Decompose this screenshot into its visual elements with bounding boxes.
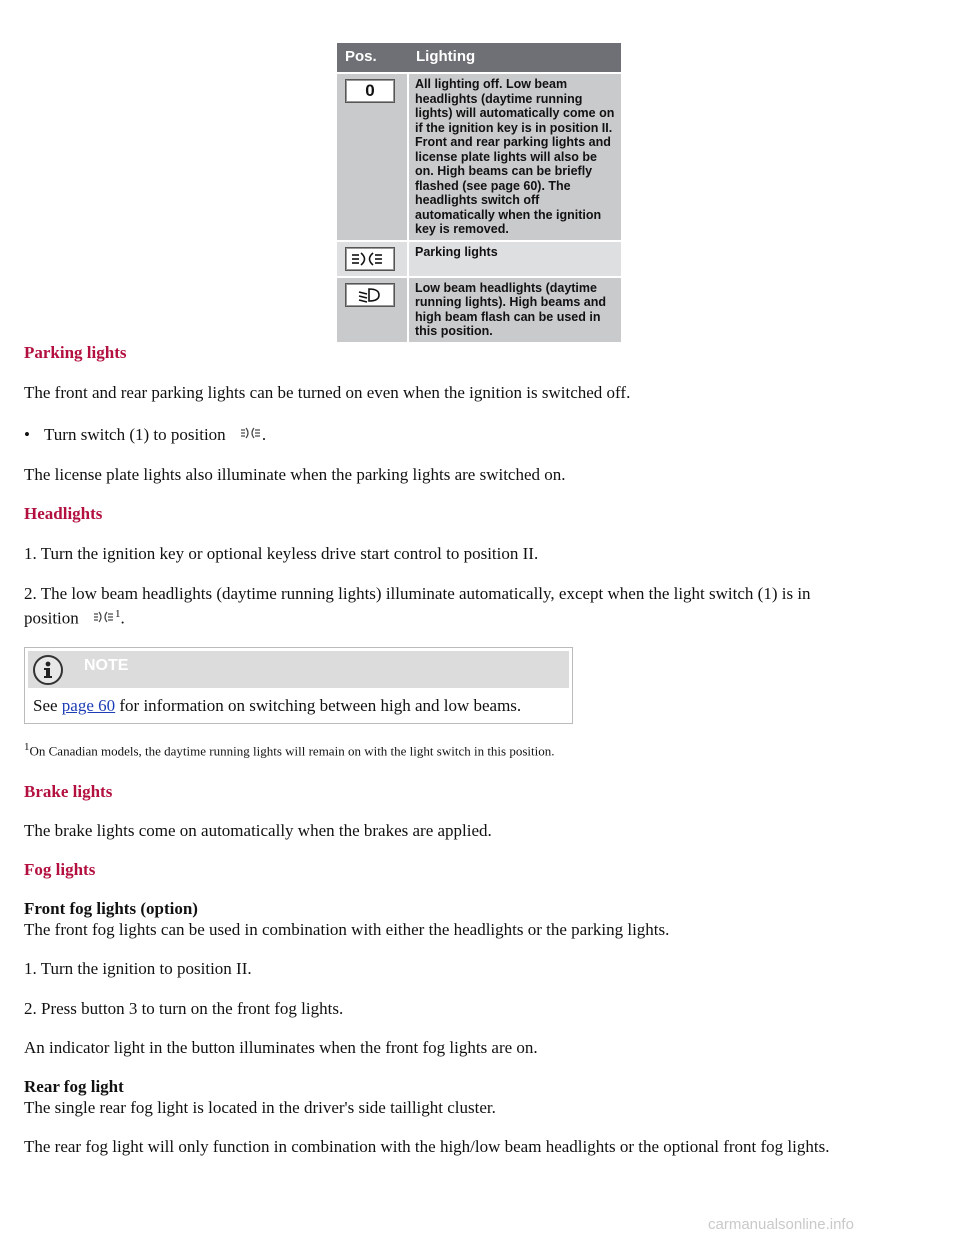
header-pos: Pos. xyxy=(337,43,408,73)
bullet-text: Turn switch (1) to position xyxy=(44,425,226,444)
note-header xyxy=(28,651,569,688)
heading-fog-lights: Fog lights xyxy=(24,860,96,879)
headlights-step-1: 1. Turn the ignition key or optional keyless drive start control to position II. xyxy=(24,544,539,563)
note-title: NOTE xyxy=(84,657,129,674)
rear-fog-title: Rear fog light xyxy=(24,1077,124,1096)
rear-fog-paragraph-1: The single rear fog light is located in the driver's side taillight cluster. xyxy=(24,1098,496,1117)
table-header-row xyxy=(337,43,621,73)
row-parking-text: Parking lights xyxy=(408,241,621,277)
footnote-ref: 1 xyxy=(115,608,121,620)
footnote-number: 1 xyxy=(24,741,30,753)
fog-indicator-paragraph: An indicator light in the button illuminates when the front fog lights are on. xyxy=(24,1038,538,1057)
table-row xyxy=(337,241,621,277)
heading-headlights: Headlights xyxy=(24,504,103,523)
fog-step-2: 2. Press button 3 to turn on the front fog lights. xyxy=(24,999,344,1018)
position-zero-box xyxy=(345,79,395,103)
lighting-table xyxy=(337,43,621,342)
headlights-step-2-cont: position $^1$. xyxy=(24,608,125,628)
footnote xyxy=(24,741,555,759)
fog-step-1: 1. Turn the ignition to position II. xyxy=(24,959,252,978)
page-60-link[interactable]: page 60 xyxy=(61,696,116,715)
parking-lights-icon xyxy=(345,247,395,271)
table-row xyxy=(337,73,621,241)
license-plate-paragraph: The license plate lights also illuminate when the parking lights are switched on. xyxy=(24,465,566,484)
front-fog-paragraph: The front fog lights can be used in combination with either the headlights or the parking lights. xyxy=(24,920,670,939)
footnote-text: On Canadian models, the daytime running lights will remain on with the light switch in this position. xyxy=(29,743,555,759)
rear-fog-paragraph-2: The rear fog light will only function in combination with the high/low beam headlights or the optional front fog lights. xyxy=(24,1137,830,1156)
parking-lights-icon xyxy=(240,426,262,440)
parking-paragraph: The front and rear parking lights can be turned on even when the ignition is switched off. xyxy=(24,383,631,402)
position-zero-label: 0 xyxy=(365,80,375,100)
header-lighting: Lighting xyxy=(408,43,621,73)
heading-brake-lights: Brake lights xyxy=(24,782,113,801)
low-beam-icon xyxy=(345,283,395,307)
info-icon xyxy=(33,655,63,685)
row-lowbeam-text: Low beam headlights (daytime running lights). High beams and high beam flash can be used in this position. xyxy=(408,277,621,342)
brake-paragraph: The brake lights come on automatically when the brakes are applied. xyxy=(24,821,492,840)
front-fog-title: Front fog lights (option) xyxy=(24,899,198,918)
parking-lights-icon xyxy=(93,610,115,624)
heading-parking-lights: Parking lights xyxy=(24,343,127,362)
table-row xyxy=(337,277,621,342)
watermark: carmanualsonline.info xyxy=(708,1216,854,1233)
headlights-step-2: 2. The low beam headlights (daytime running lights) illuminate automatically, except when the light switch (1) is in xyxy=(24,584,811,603)
note-box xyxy=(24,647,573,724)
row-off-text: All lighting off. Low beam headlights (daytime running lights) will automatically come on if the ignition key is in position II. Front and rear parking lights and license plate lights will also be on. High beams can be briefly flashed (see page 60). The headlights switch off automatically when the ignition key is removed. xyxy=(408,73,621,241)
note-text: See page 60 for information on switching between high and low beams. xyxy=(33,696,522,715)
